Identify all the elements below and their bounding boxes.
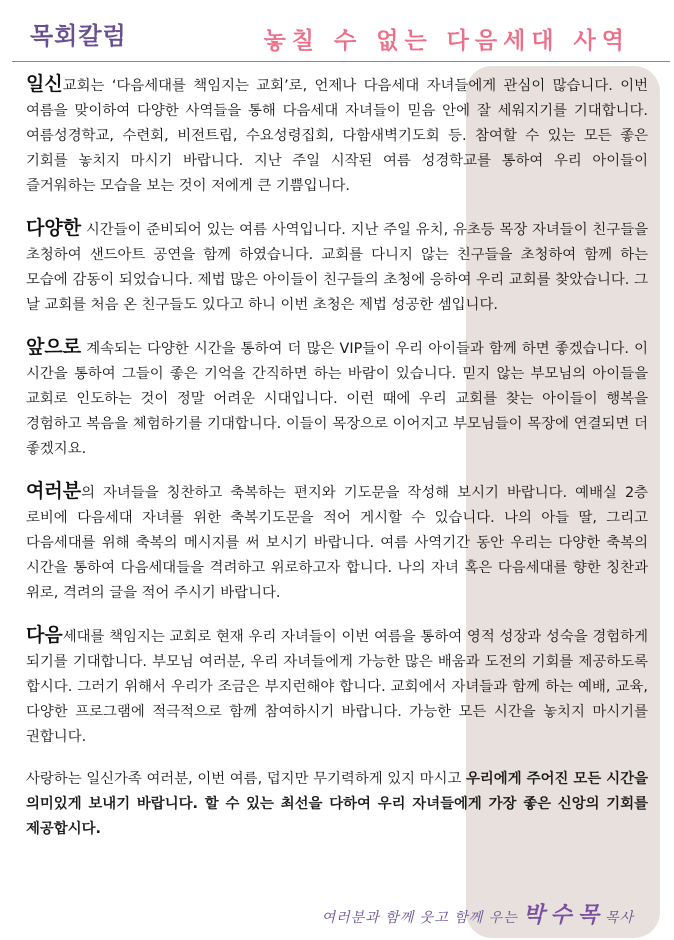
- paragraph-text: 시간들이 준비되어 있는 여름 사역입니다. 지난 주일 유치, 유초등 목장 자녀들이 친구들을 초청하여 샌드아트 공연을 함께 하였습니다. 교회를 다니지 않는 친구들을 초청하여 함께 하는 모습에 감동이 되었습니다. 제법 많은 아이들이 친구들의 초청에 응하여 우리 교회를 찾았습니다. 그 날 교회를 처음 온 친구들도 있다고 하니 이번 초청은 제법 성공한 셈입니다.: [26, 222, 648, 313]
- paragraph-text: 의 자녀들을 칭찬하고 축복하는 편지와 기도문을 작성해 보시기 바랍니다. 예배실 2층 로비에 다음세대 자녀를 위한 축복기도문을 적어 게시할 수 있습니다. 나의 아들 딸, 그리고 다음세대를 위해 축복의 메시지를 써 보시기 바랍니다. 여름 사역기간 동안 우리는 다양한 축복의 시간을 통하여 다음세대들을 격려하고 위로하고자 합니다. 나의 자녀 혹은 다음세대를 향한 칭찬과 위로, 격려의 글을 적어 주시기 바랍니다.: [26, 485, 648, 601]
- column-title: 목회칼럼: [30, 22, 127, 50]
- closing-paragraph: [26, 767, 648, 842]
- paragraph-3: [26, 335, 648, 462]
- paragraph-text: 세대를 책임지는 교회로 현재 우리 자녀들이 이번 여름을 통하여 영적 성장과 성숙을 경험하게 되기를 기대합니다. 부모님 여러분, 우리 자녀들에게 가능한 많은 배움과 도전의 기회를 제공하도록 합시다. 그러기 위해서 우리가 조금은 부지런해야 합니다. 교회에서 자녀들과 함께 하는 예배, 교육, 다양한 프로그램에 적극적으로 함께 참여하시기 바랍니다. 가능한 모든 시간을 놓치지 마시기를 권합니다.: [26, 629, 648, 745]
- closing-text: 사랑하는 일신가족 여러분, 이번 여름, 덥지만 무기력하게 있지 마시고: [26, 771, 466, 787]
- paragraph-lead: 일신: [26, 73, 63, 95]
- paragraph-text: 교회는 ‘다음세대를 책임지는 교회’로, 언제나 다음세대 자녀들에게 관심이 많습니다. 이번 여름을 맞이하여 다양한 사역들을 통해 다음세대 자녀들이 믿음 안에 잘 세워지기를 기대합니다. 여름성경학교, 수련회, 비전트립, 수요성령집회, 다함새벽기도회 등. 참여할 수 있는 모든 좋은 기회를 놓치지 마시기 바랍니다. 지난 주일 시작된 여름 성경학교를 통하여 우리 아이들이 즐거워하는 모습을 보는 것이 저에게 큰 기쁨입니다.: [26, 78, 648, 194]
- signature-prefix: 여러분과 함께 웃고 함께 우는: [321, 910, 524, 926]
- paragraph-lead: 다음: [26, 624, 63, 646]
- article-body: [26, 72, 648, 859]
- paragraph-4: [26, 479, 648, 606]
- paragraph-5: [26, 623, 648, 750]
- article-title: 놓칠 수 없는 다음세대 사역: [263, 28, 630, 54]
- closing-bold-text: 우리에게 주어진 모든 시간을 의미있게 보내기 바랍니다. 할 수 있는 최선을 다하여 우리 자녀들에게 가장 좋은 신앙의 기회를 제공합시다.: [26, 771, 648, 837]
- paragraph-lead: 앞으로: [26, 336, 82, 358]
- signature: [322, 898, 634, 929]
- signature-name: 박수목: [523, 903, 605, 928]
- paragraph-text: 계속되는 다양한 시간을 통하여 더 많은 VIP들이 우리 아이들과 함께 하면 좋겠습니다. 이 시간을 통하여 그들이 좋은 기억을 간직하면 하는 바람이 있습니다. 믿지 않는 부모님의 아이들을 교회로 인도하는 것이 정말 어려운 시대입니다. 이런 때에 우리 교회를 찾는 아이들이 행복을 경험하고 복음을 체험하기를 기대합니다. 이들이 목장으로 이어지고 부모님들이 목장에 연결되면 더 좋겠지요.: [26, 341, 648, 457]
- paragraph-lead: 여러분: [26, 480, 82, 502]
- column-header: [0, 0, 674, 62]
- paragraph-2: [26, 216, 648, 318]
- header-divider: [12, 61, 670, 62]
- paragraph-lead: 다양한: [26, 217, 82, 239]
- paragraph-1: [26, 72, 648, 199]
- signature-title: 목사: [604, 910, 634, 926]
